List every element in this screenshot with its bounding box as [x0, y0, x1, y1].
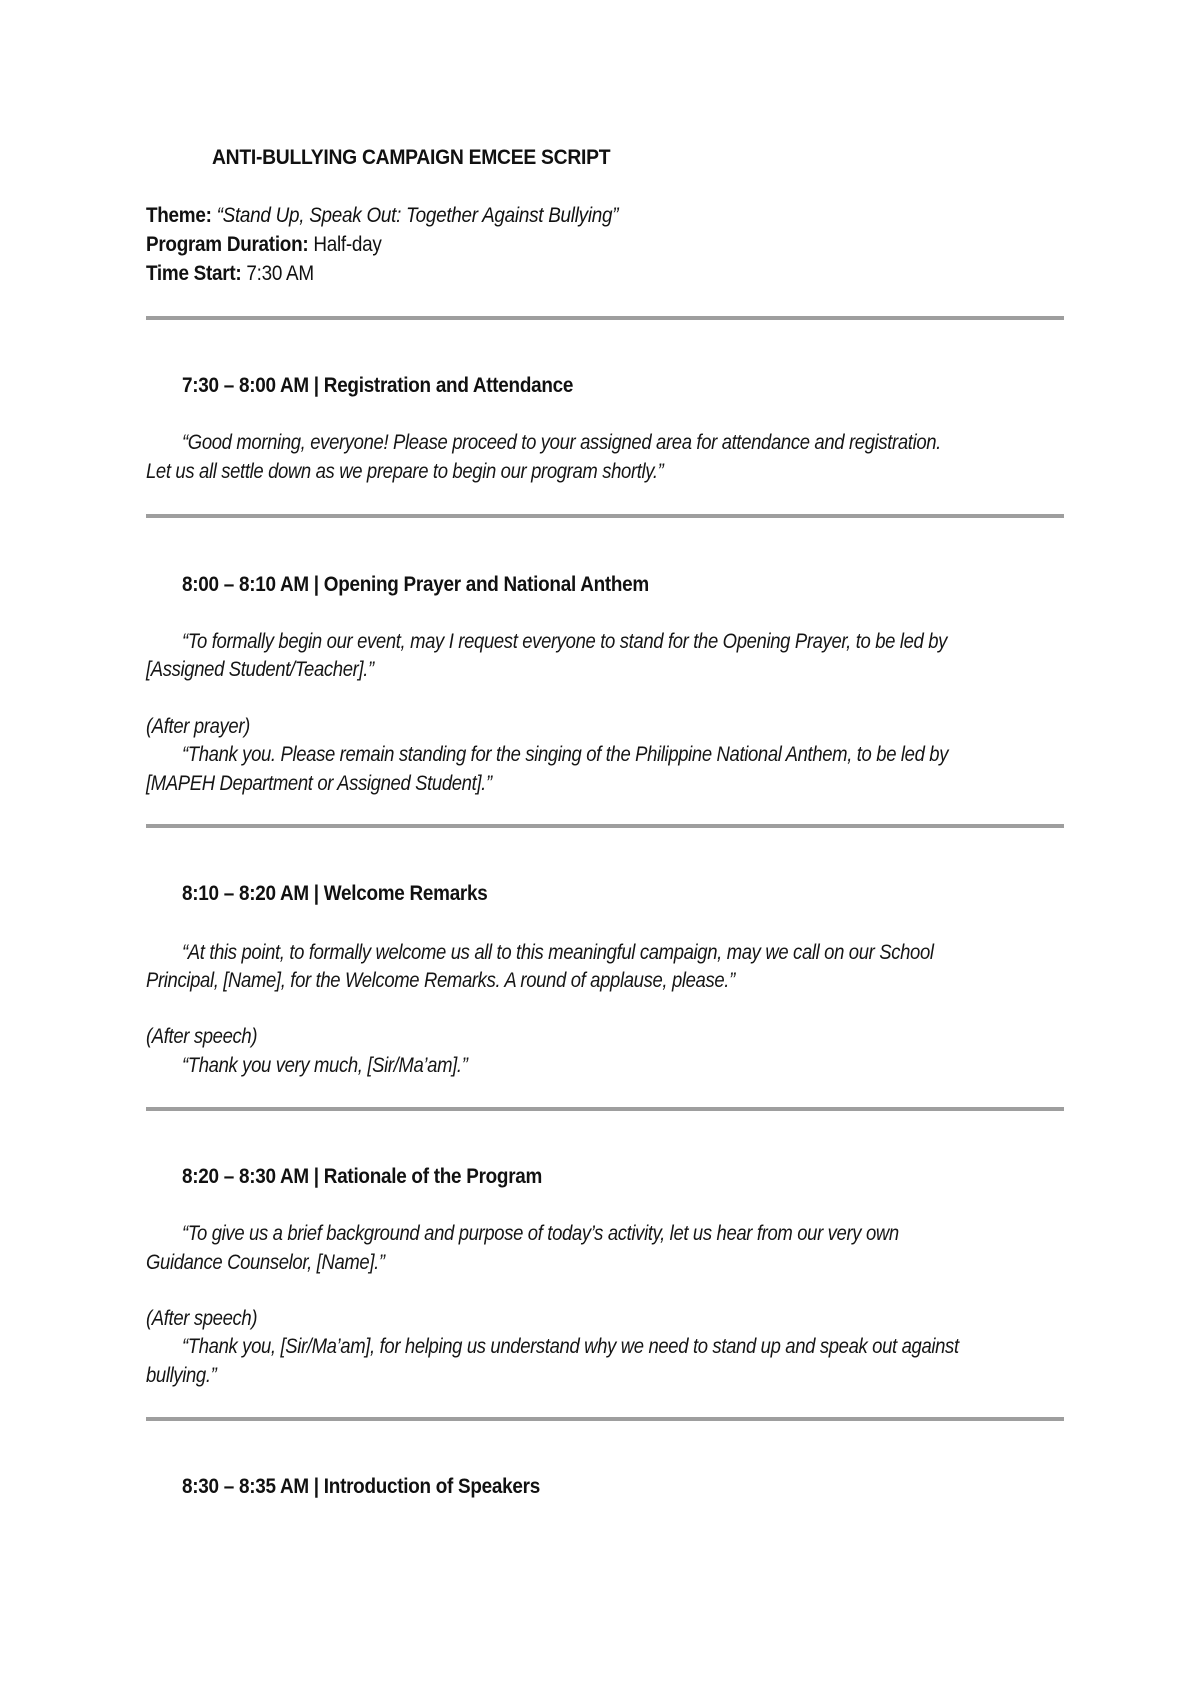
document-title: ANTI-BULLYING CAMPAIGN EMCEE SCRIPT	[212, 146, 611, 169]
duration-label: Program Duration:	[146, 233, 309, 256]
script-line: “At this point, to formally welcome us all to this meaningful campaign, may we call on our School	[182, 941, 934, 964]
section-divider	[146, 824, 1064, 828]
duration-value: Half-day	[313, 233, 382, 256]
stage-direction: (After prayer)	[146, 715, 250, 738]
section-heading-opening-prayer: 8:00 – 8:10 AM | Opening Prayer and National Anthem	[182, 573, 649, 596]
script-line: “Thank you very much, [Sir/Ma’am].”	[182, 1054, 468, 1077]
section-divider	[146, 1107, 1064, 1111]
theme-value: “Stand Up, Speak Out: Together Against Bullying”	[216, 204, 619, 227]
theme-line	[146, 204, 618, 228]
script-line: “Good morning, everyone! Please proceed to your assigned area for attendance and registration.	[182, 431, 941, 454]
start-value: 7:30 AM	[246, 262, 314, 285]
stage-direction: (After speech)	[146, 1025, 258, 1048]
script-line: Principal, [Name], for the Welcome Remarks. A round of applause, please.”	[146, 969, 735, 992]
script-line: [MAPEH Department or Assigned Student].”	[146, 772, 492, 795]
script-line: Guidance Counselor, [Name].”	[146, 1251, 385, 1274]
script-line: “To formally begin our event, may I request everyone to stand for the Opening Prayer, to be led by	[182, 630, 948, 653]
script-line: “Thank you. Please remain standing for the singing of the Philippine National Anthem, to be led by	[182, 743, 949, 766]
duration-line	[146, 233, 382, 257]
section-heading-rationale: 8:20 – 8:30 AM | Rationale of the Program	[182, 1165, 543, 1188]
section-heading-welcome-remarks: 8:10 – 8:20 AM | Welcome Remarks	[182, 882, 488, 905]
section-divider	[146, 316, 1064, 320]
section-heading-introduction-of-speakers: 8:30 – 8:35 AM | Introduction of Speakers	[182, 1475, 540, 1498]
theme-label: Theme:	[146, 204, 212, 227]
script-line: “Thank you, [Sir/Ma’am], for helping us understand why we need to stand up and speak out against	[182, 1335, 959, 1358]
section-heading-registration: 7:30 – 8:00 AM | Registration and Attendance	[182, 374, 574, 397]
stage-direction: (After speech)	[146, 1307, 258, 1330]
script-line: “To give us a brief background and purpose of today’s activity, let us hear from our very own	[182, 1222, 899, 1245]
script-line: Let us all settle down as we prepare to begin our program shortly.”	[146, 460, 664, 483]
start-time-line	[146, 262, 314, 286]
script-line: [Assigned Student/Teacher].”	[146, 658, 374, 681]
section-divider	[146, 1417, 1064, 1421]
start-label: Time Start:	[146, 262, 242, 285]
script-line: bullying.”	[146, 1364, 217, 1387]
section-divider	[146, 514, 1064, 518]
